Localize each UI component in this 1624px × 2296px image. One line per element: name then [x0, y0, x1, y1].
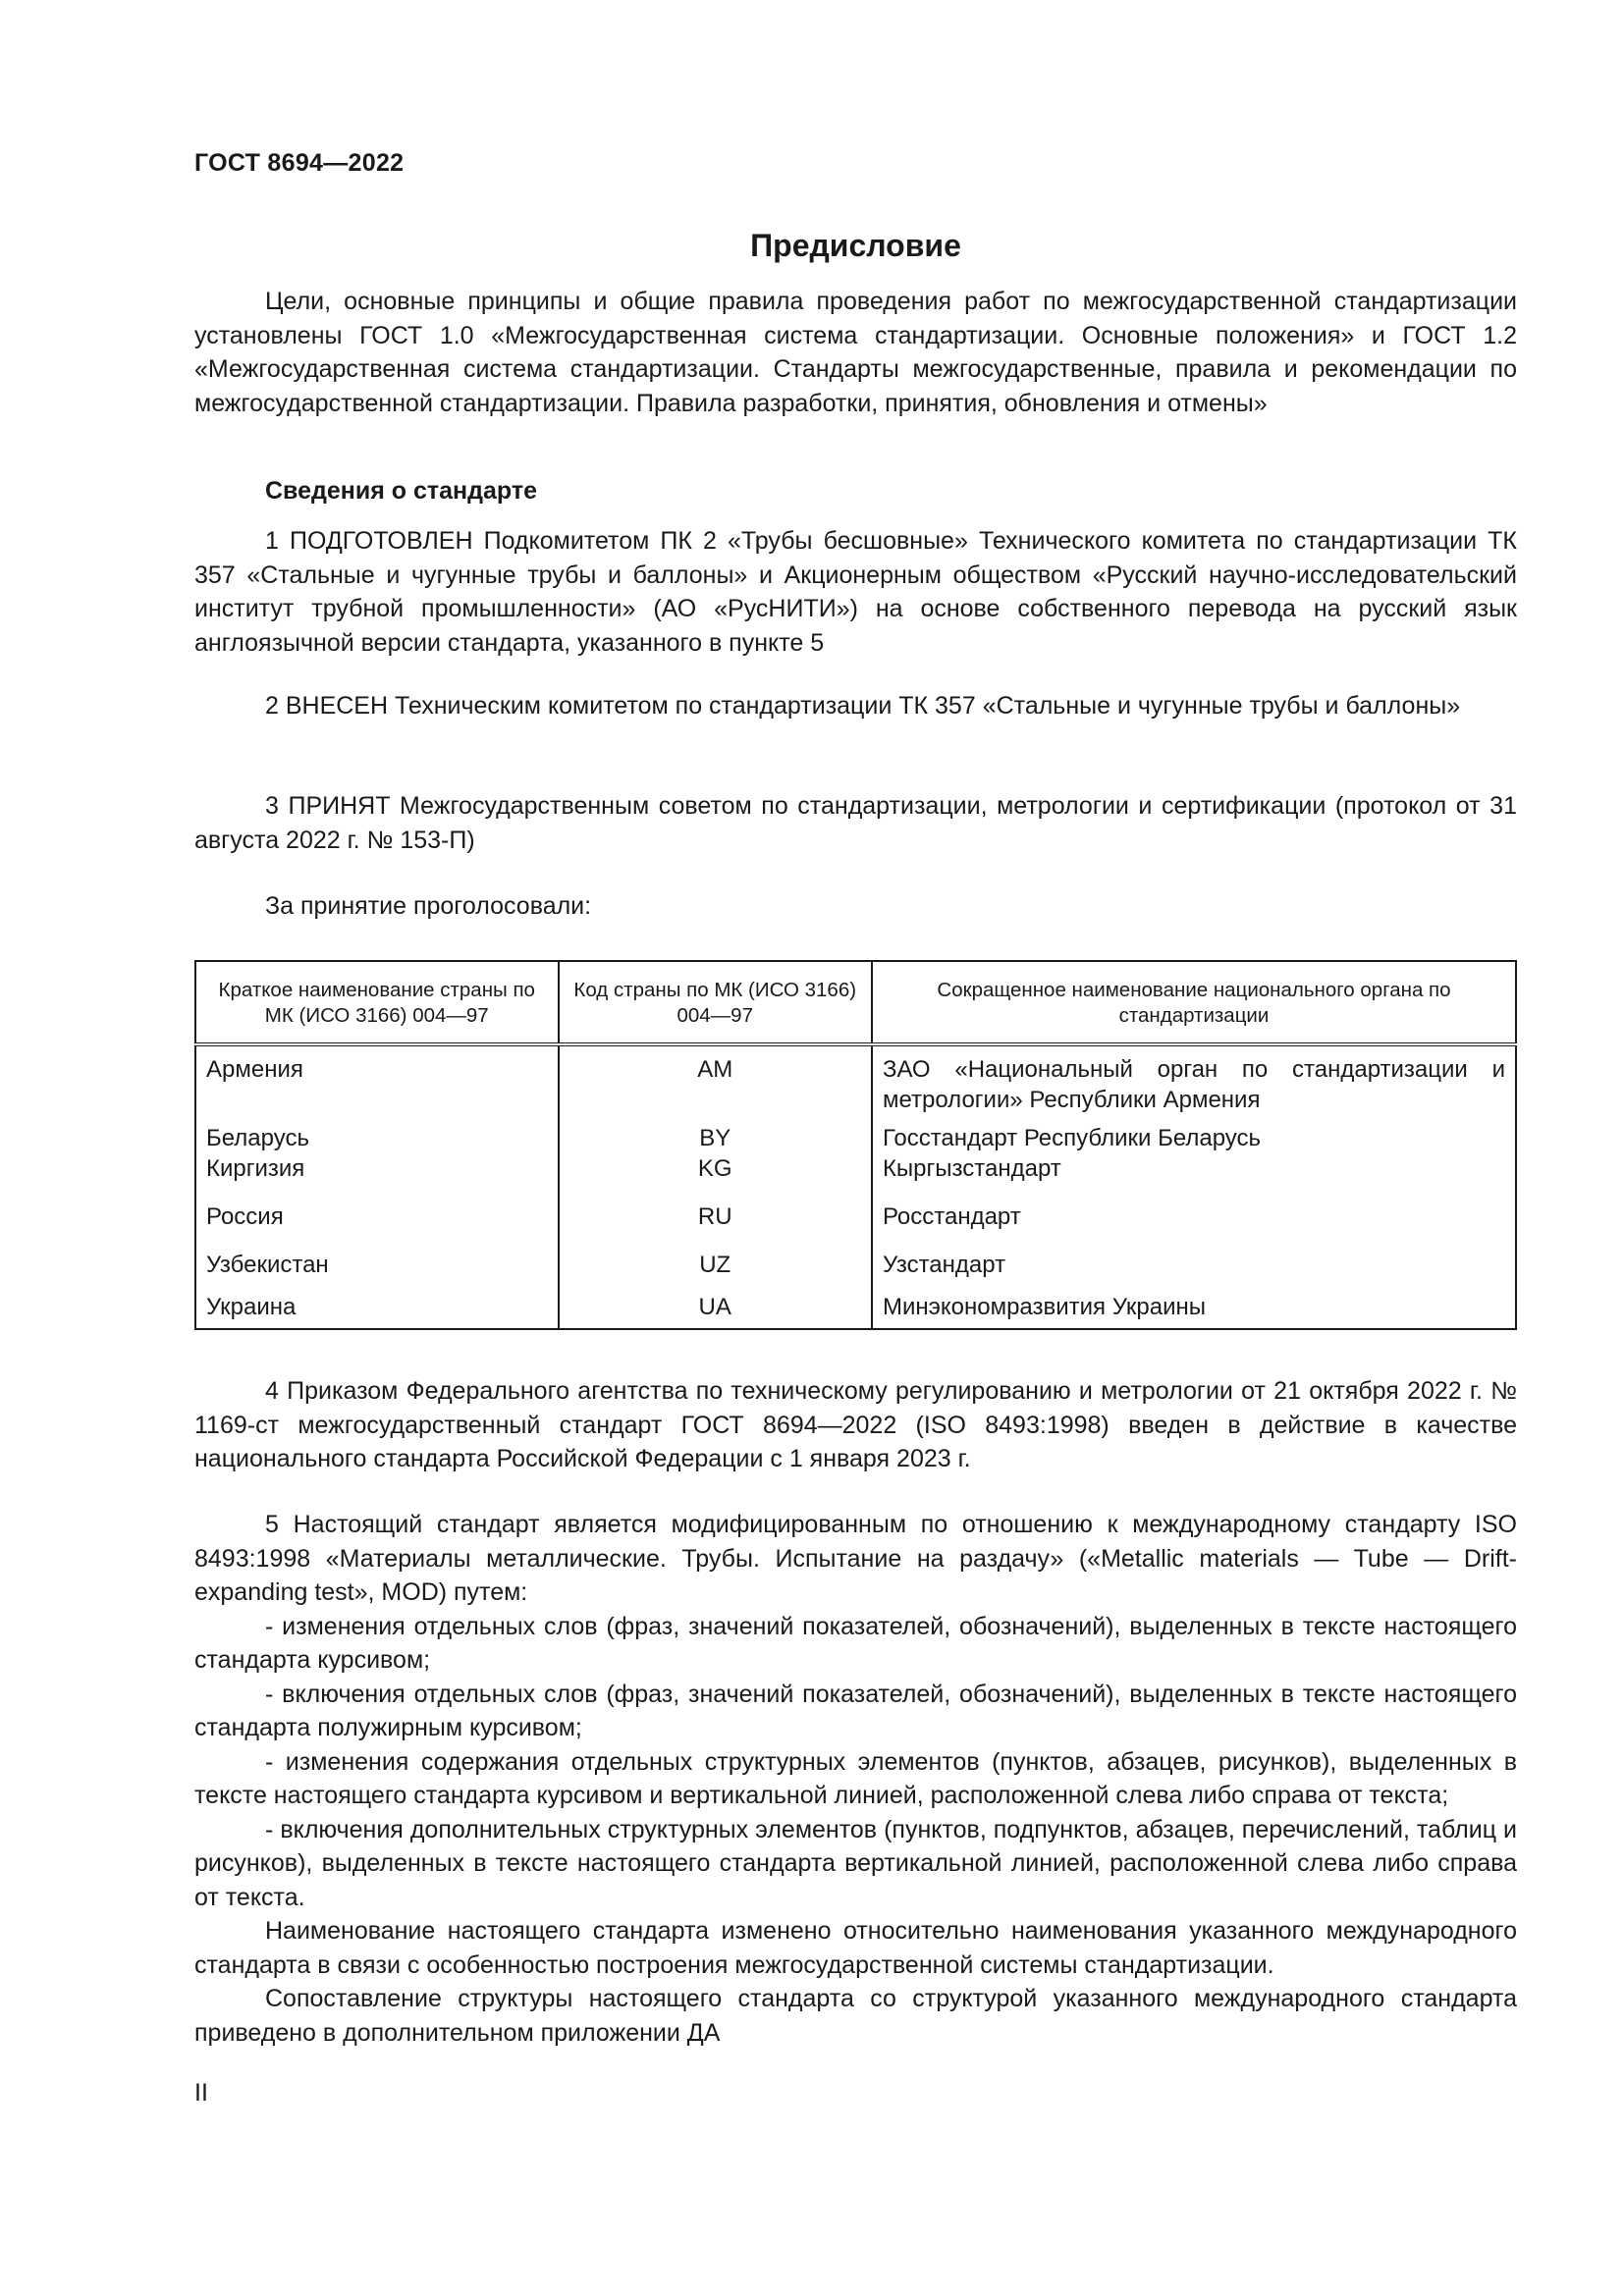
note-structure-comparison: Сопоставление структуры настоящего стандарта со структурой указанного международного стандарта приведено в дополнительном приложении ДА	[194, 1985, 1517, 2047]
item-5-paragraph: 5 Настоящий стандарт является модифицированным по отношению к международному стандарту ISO 8493:1998 «Материалы металлические. Трубы. Испытание на раздачу» («Metallic materials — Tube — Drift-expanding test», MOD) путем:	[194, 1511, 1517, 1606]
note-title-change: Наименование настоящего стандарта изменено относительно наименования указанного международного стандарта в связи с особенностью построения межгосударственной системы стандартизации.	[194, 1917, 1517, 1979]
table-row	[195, 1280, 1516, 1329]
country-code-cell: UZ	[559, 1232, 872, 1280]
voted-line: За принятие проголосовали:	[265, 892, 592, 920]
table-row	[195, 1232, 1516, 1280]
info-heading: Сведения о стандарте	[265, 477, 538, 505]
country-name-cell: Россия	[195, 1184, 559, 1232]
country-code-cell: RU	[559, 1184, 872, 1232]
country-name-cell: Украина	[195, 1280, 559, 1329]
voters-table	[194, 960, 1517, 1330]
national-body-cell: Минэкономразвития Украины	[872, 1280, 1516, 1329]
document-code: ГОСТ 8694—2022	[194, 149, 405, 177]
dash-item-4: - включения дополнительных структурных элементов (пунктов, подпунктов, абзацев, перечислений, таблиц и рисунков), выделенных в тексте настоящего стандарта вертикальной линией, расположенной слева либо справа от текста.	[194, 1815, 1517, 1911]
dash-item-2: - включения отдельных слов (фраз, значений показателей, обозначений), выделенных в тексте настоящего стандарта полужирным курсивом;	[194, 1680, 1517, 1741]
table-row	[195, 1115, 1516, 1153]
item-4-paragraph: 4 Приказом Федерального агентства по техническому регулированию и метрологии от 21 октября 2022 г. № 1169-ст межгосударственный стандарт ГОСТ 8694—2022 (ISO 8493:1998) введен в действие в качестве национального стандарта Российской Федерации с 1 января 2023 г.	[194, 1377, 1517, 1472]
country-code-cell: UA	[559, 1280, 872, 1329]
national-body-cell: Узстандарт	[872, 1232, 1516, 1280]
table-row	[195, 1153, 1516, 1184]
item-4-block	[194, 1374, 1517, 1476]
country-code-cell: AM	[559, 1044, 872, 1115]
voted-line-block	[194, 889, 1517, 924]
item-2-paragraph: 2 ВНЕСЕН Техническим комитетом по стандартизации ТК 357 «Стальные и чугунные трубы и баллоны»	[265, 692, 1461, 720]
item-3-paragraph: 3 ПРИНЯТ Межгосударственным советом по стандартизации, метрологии и сертификации (протокол от 31 августа 2022 г. № 153-П)	[194, 792, 1517, 854]
country-name-cell: Армения	[195, 1044, 559, 1115]
item-1-paragraph: 1 ПОДГОТОВЛЕН Подкомитетом ПК 2 «Трубы бесшовные» Технического комитета по стандартизации ТК 357 «Стальные и чугунные трубы и баллоны» и Акционерным обществом «Русский научно-исследовательский институт трубной промышленности» (АО «РусНИТИ») на основе собственного перевода на русский язык англоязычной версии стандарта, указанного в пункте 5	[194, 527, 1517, 657]
national-body-cell: Росстандарт	[872, 1184, 1516, 1232]
dash-item-1: - изменения отдельных слов (фраз, значений показателей, обозначений), выделенных в тексте настоящего стандарта курсивом;	[194, 1612, 1517, 1674]
national-body-cell: ЗАО «Национальный орган по стандартизации и метрологии» Республики Армения	[872, 1044, 1516, 1115]
table-row	[195, 1184, 1516, 1232]
intro-paragraph: Цели, основные принципы и общие правила проведения работ по межгосударственной стандартизации установлены ГОСТ 1.0 «Межгосударственная система стандартизации. Основные положения» и ГОСТ 1.2 «Межгосударственная система стандартизации. Стандарты межгосударственные, правила и рекомендации по межгосударственной стандартизации. Правила разработки, принятия, обновления и отмены»	[194, 288, 1517, 417]
dash-item-3: - изменения содержания отдельных структурных элементов (пунктов, абзацев, рисунков), выделенных в тексте настоящего стандарта курсивом и вертикальной линией, расположенной слева либо справа от текста;	[194, 1747, 1517, 1809]
country-code-cell: BY	[559, 1115, 872, 1153]
item-2-block	[194, 689, 1517, 723]
item-5-block	[194, 1508, 1517, 2050]
table-header-row	[195, 961, 1516, 1044]
header-country-code: Код страны по МК (ИСО 3166) 004—97	[559, 961, 872, 1044]
table-row	[195, 1044, 1516, 1115]
country-name-cell: Беларусь	[195, 1115, 559, 1153]
country-code-cell: KG	[559, 1153, 872, 1184]
page-title: Предисловие	[750, 228, 961, 263]
national-body-cell: Кыргызстандарт	[872, 1153, 1516, 1184]
page-number: II	[194, 2079, 208, 2107]
header-country-name: Краткое наименование страны по МК (ИСО 3166) 004—97	[195, 961, 559, 1044]
item-3-block	[194, 789, 1517, 857]
country-name-cell: Узбекистан	[195, 1232, 559, 1280]
country-name-cell: Киргизия	[195, 1153, 559, 1184]
national-body-cell: Госстандарт Республики Беларусь	[872, 1115, 1516, 1153]
header-national-body: Сокращенное наименование национального органа по стандартизации	[872, 961, 1516, 1044]
intro-block	[194, 285, 1517, 420]
item-1-block	[194, 524, 1517, 660]
